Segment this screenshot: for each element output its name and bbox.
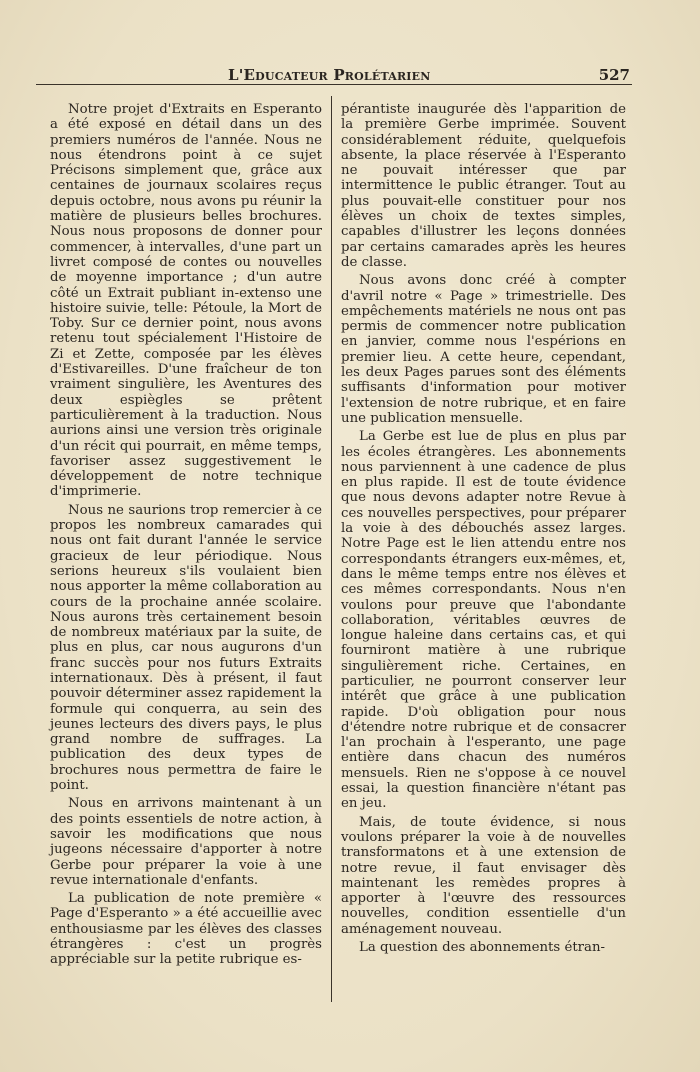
- right-column: [341, 102, 626, 958]
- paragraph: La Gerbe est lue de plus en plus par les écoles étrangères. Les abonnements nous parviennent à une cadence de plus en plus rapide. Il est de toute évidence que nous devons adapter notre Revue à ces nouvelles perspectives, pour préparer la voie à des débouchés assez larges. Notre Page est le lien attendu entre nos correspondants étrangers eux-mêmes, et, dans le même temps entre nos élèves et ces mêmes correspondants. Nous n'en voulons pour preuve que l'abondante collaboration, véritables œuvres de longue haleine dans certains cas, et qui fourniront matière à une rubrique singulièrement riche. Certaines, en particulier, ne pourront conserver leur intérêt que grâce à une publication rapide. D'où obligation pour nous d'étendre notre rubrique et de consacrer l'an prochain à l'esperanto, une page entière dans chacun des numéros mensuels. Rien ne s'oppose à ce nouvel essai, la question financière n'étant pas en jeu.: [341, 429, 626, 812]
- column-divider: [331, 96, 332, 1002]
- paragraph: La publication de note première « Page d'Esperanto » a été accueillie avec enthousiasme par les élèves des classes étrangères : c'est un progrès appréciable sur la petite rubrique es-: [50, 891, 322, 968]
- paragraph: Mais, de toute évidence, si nous voulons préparer la voie à de nouvelles transformatons et à une extension de notre revue, il faut envisager dès maintenant les remèdes propres à apporter à l'œuvre des ressources nouvelles, condition essentielle d'un aménagement nouveau.: [341, 814, 626, 937]
- left-column: [50, 102, 322, 971]
- paragraph: Nous en arrivons maintenant à un des points essentiels de notre action, à savoir les modifications que nous jugeons nécessaire d'apporter à notre Gerbe pour préparer la voie à une revue internationale d'enfants.: [50, 796, 322, 888]
- paragraph: Nous avons donc créé à compter d'avril notre « Page » trimestrielle. Des empêchements matériels ne nous ont pas permis de commencer notre publication en janvier, comme nous l'espérions en premier lieu. A cette heure, cependant, les deux Pages parues sont des éléments suffisants d'information pour motiver l'extension de notre rubrique, et en faire une publication mensuelle.: [341, 273, 626, 426]
- paragraph: Notre projet d'Extraits en Esperanto a été exposé en détail dans un des premiers numéros de l'année. Nous ne nous étendrons point à ce sujet Précisons simplement que, grâce aux centaines de journaux scolaires reçus depuis octobre, nous avons pu réunir la matière de plusieurs belles brochures. Nous nous proposons de donner pour commencer, à intervalles, d'une part un livret composé de contes ou nouvelles de moyenne importance ; d'un autre côté un Extrait publiant in-extenso une histoire suivie, telle: Pétoule, la Mort de Toby. Sur ce dernier point, nous avons retenu tout spécialement l'Histoire de Zi et Zette, composée par les élèves d'Estivareilles. D'une fraîcheur de ton vraiment singulière, les Aventures des deux espiègles se prêtent particulièrement à la traduction. Nous aurions ainsi une version très originale d'un récit qui pourrait, en même temps, favoriser assez suggestivement le développement de notre technique d'imprimerie.: [50, 102, 322, 500]
- header-rule: [36, 84, 632, 85]
- paragraph: Nous ne saurions trop remercier à ce propos les nombreux camarades qui nous ont fait durant l'année le service gracieux de leur périodique. Nous serions heureux s'ils voulaient bien nous apporter la même collaboration au cours de la prochaine année scolaire. Nous aurons très certainement besoin de nombreux matériaux par la suite, de plus en plus, car nous augurons d'un franc succès pour nos futurs Extraits internationaux. Dès à présent, il faut pouvoir déterminer assez rapidement la formule qui conquerra, au sein des jeunes lecteurs des divers pays, le plus grand nombre de suffrages. La publication des deux types de brochures nous permettra de faire le point.: [50, 502, 322, 794]
- paragraph: La question des abonnements étran-: [359, 940, 606, 956]
- page-number: 527: [598, 66, 630, 84]
- journal-title: L'Educateur Prolétarien: [228, 66, 431, 84]
- running-header: [40, 58, 630, 84]
- paragraph: pérantiste inaugurée dès l'apparition de la première Gerbe imprimée. Souvent considérablement réduite, quelquefois absente, la place réservée à l'Esperanto ne pouvait intéresser que par intermittence le public étranger. Tout au plus pouvait-elle constituer pour nos élèves un choix de textes simples, capables d'illustrer les leçons données par certains camarades après les heures de classe.: [341, 102, 626, 270]
